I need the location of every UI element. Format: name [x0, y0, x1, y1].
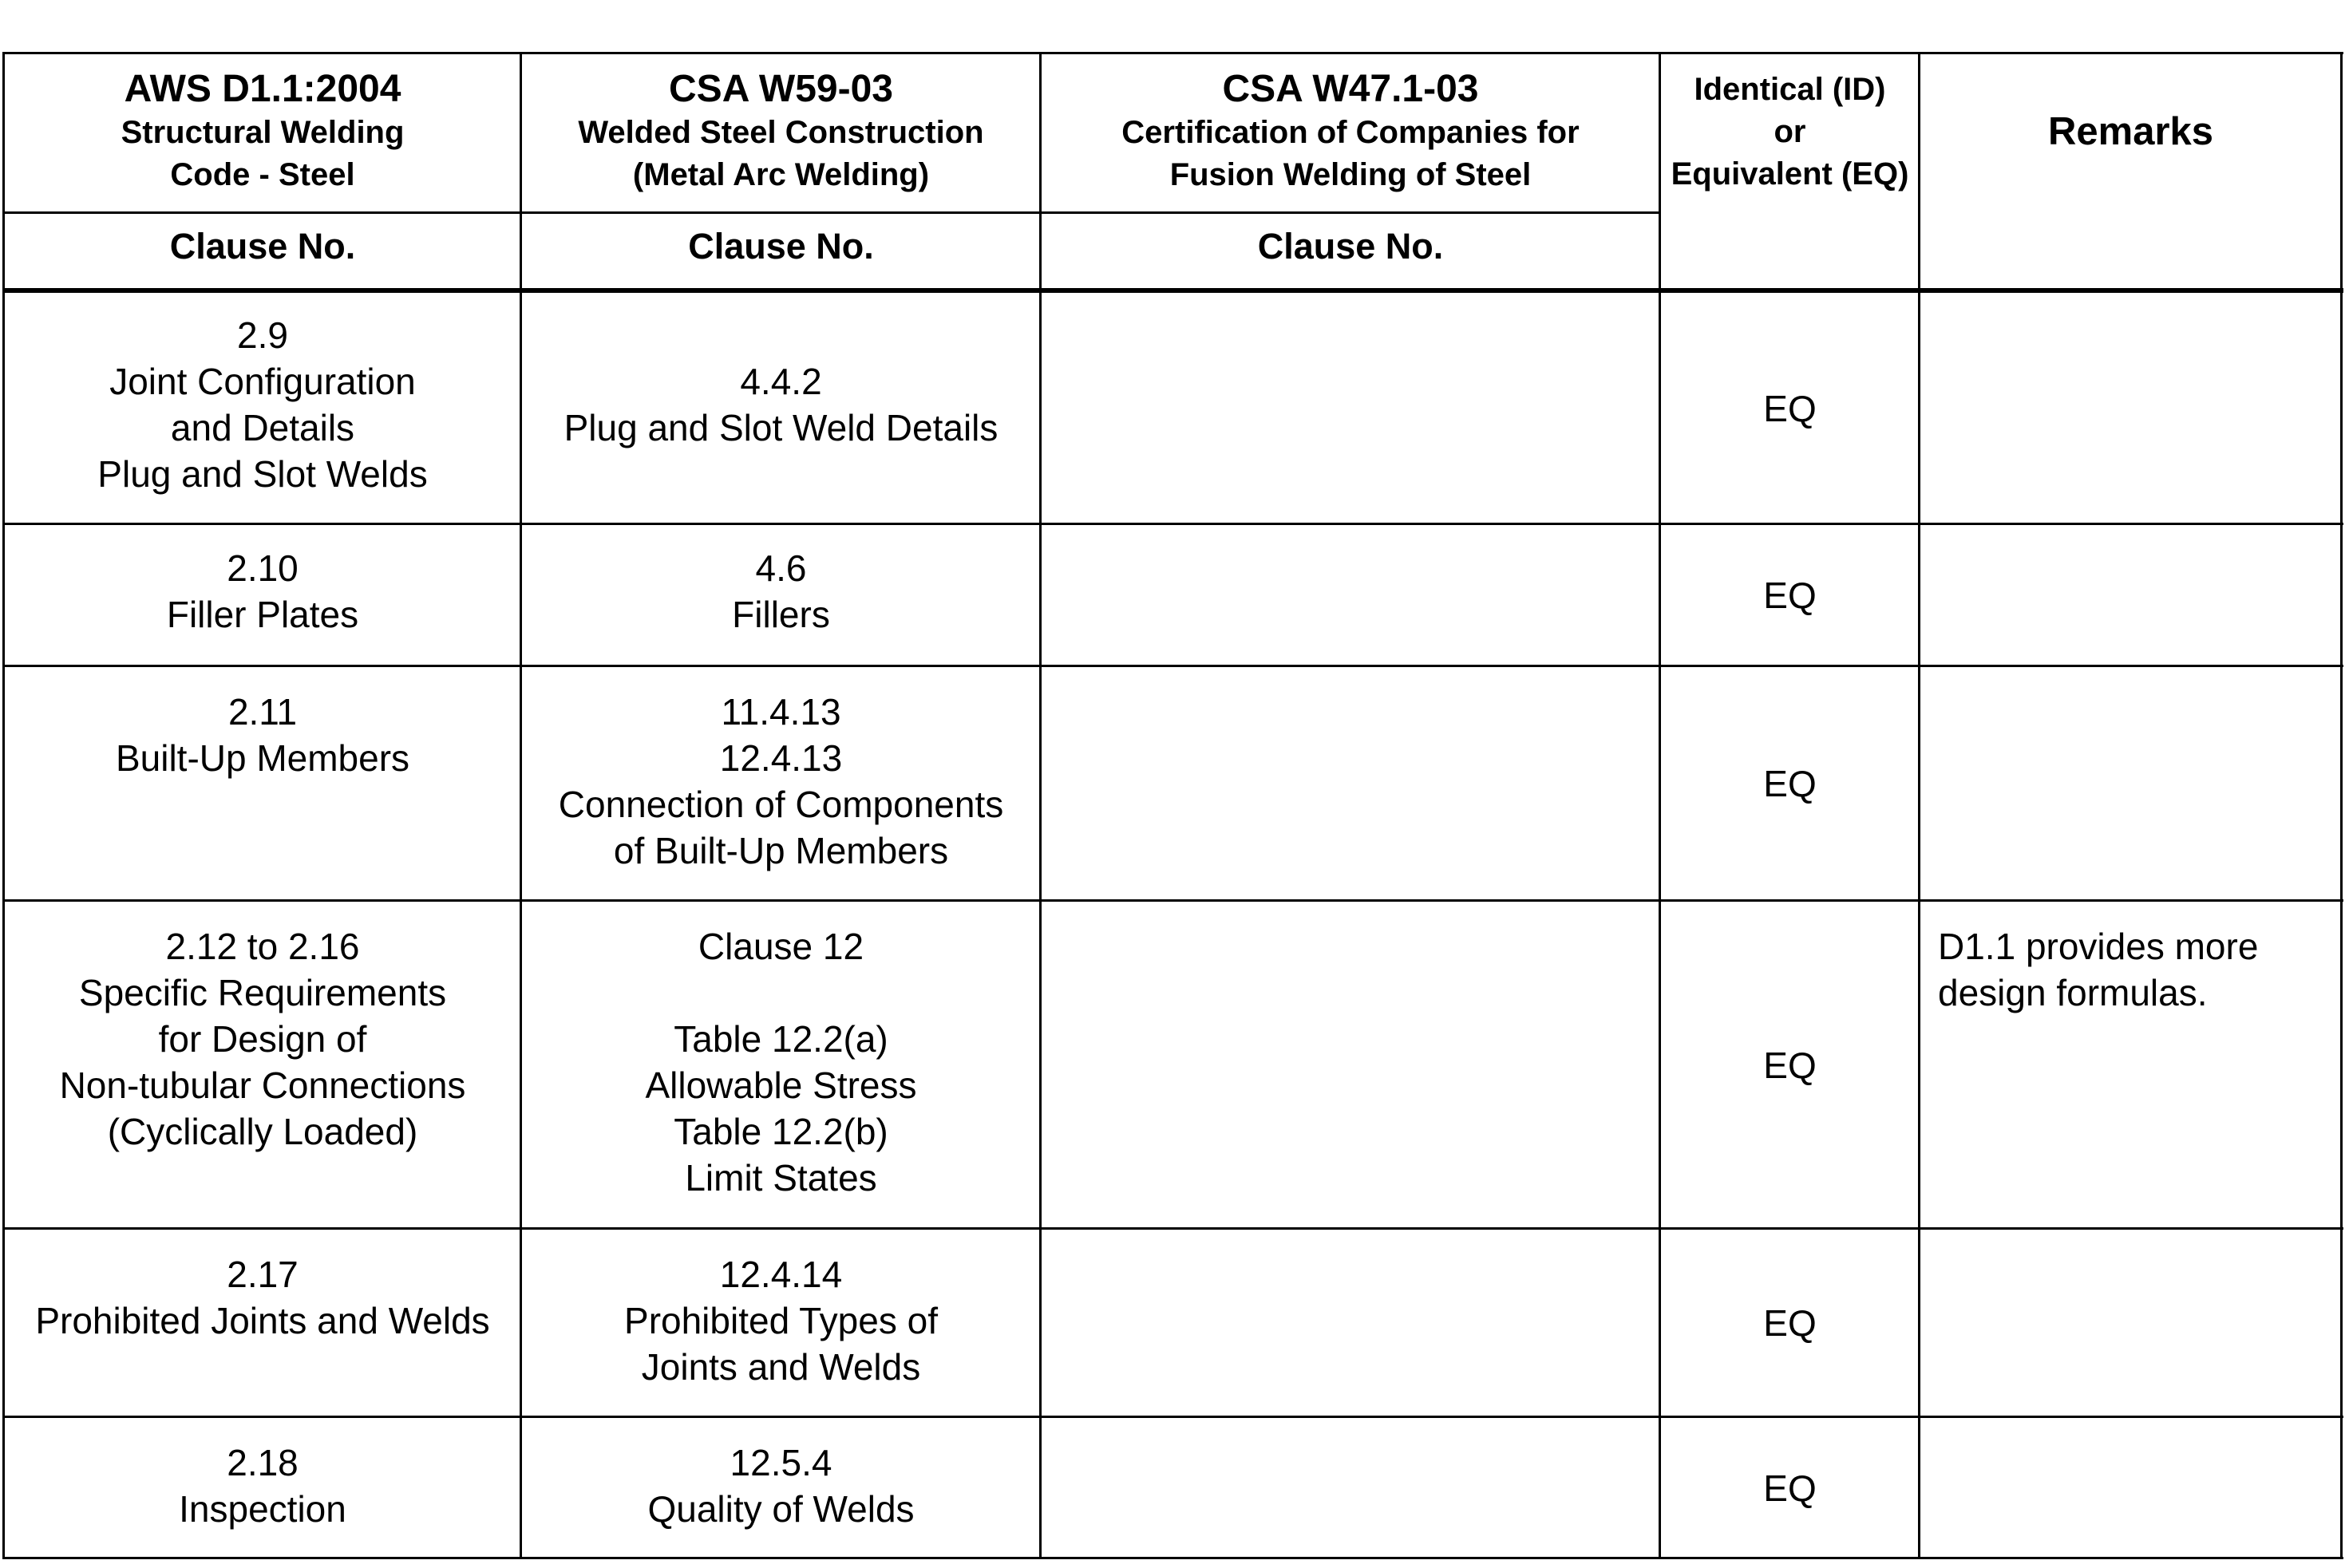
cell-line: 2.9 — [237, 314, 288, 356]
cell-line: 12.4.13 — [719, 737, 843, 779]
header-id-line: or — [1774, 114, 1806, 149]
header-id-line: Equivalent (EQ) — [1671, 156, 1909, 192]
row-divider — [3, 1227, 2343, 1230]
header-w59-title: CSA W59-03 — [669, 68, 893, 110]
row-2-w59-cell — [522, 545, 1040, 638]
cell-line: Fillers — [732, 594, 830, 635]
cell-line: 2.12 to 2.16 — [165, 926, 360, 967]
remark-line: design formulas. — [1938, 972, 2208, 1013]
cell-line: Filler Plates — [166, 594, 359, 635]
header-id-line: Identical (ID) — [1694, 72, 1886, 107]
header-remarks — [1920, 108, 2341, 156]
table-border-right — [2340, 52, 2343, 1559]
row-1-match-cell — [1661, 293, 1919, 523]
cell-line: 2.11 — [227, 691, 298, 733]
row-divider — [3, 665, 2343, 667]
cell-line: Prohibited Joints and Welds — [35, 1300, 490, 1341]
header-w47-subtitle-line: Certification of Companies for — [1121, 115, 1580, 150]
clause-no-label: Clause No. — [169, 226, 356, 267]
cell-line: Joint Configuration — [109, 361, 416, 402]
header-w47-title: CSA W47.1-03 — [1222, 68, 1479, 110]
equivalence-value: EQ — [1763, 575, 1817, 616]
cell-line: 4.4.2 — [740, 361, 822, 402]
cell-line: Plug and Slot Welds — [97, 453, 428, 495]
cell-line — [522, 970, 1040, 1016]
cell-line: 2.17 — [227, 1254, 299, 1295]
table-border-bottom — [3, 1557, 2343, 1559]
row-3-aws-cell — [5, 689, 520, 781]
row-5-w59-cell — [522, 1251, 1040, 1390]
row-3-match-cell — [1661, 667, 1919, 900]
row-3-w59-cell — [522, 689, 1040, 874]
cell-line: Built-Up Members — [115, 737, 410, 779]
row-5-aws-cell — [5, 1251, 520, 1344]
cell-line: Specific Requirements — [78, 972, 447, 1013]
cell-line: 12.5.4 — [730, 1442, 832, 1483]
cell-line: 2.18 — [227, 1442, 299, 1483]
remark-line: D1.1 provides more — [1938, 926, 2259, 967]
row-4-remarks-cell — [1938, 923, 2337, 1016]
header-remarks-title: Remarks — [2047, 110, 2214, 153]
row-1-w59-cell — [522, 312, 1040, 451]
equivalence-value: EQ — [1763, 1044, 1817, 1086]
row-6-w59-cell — [522, 1440, 1040, 1532]
cell-line: Non-tubular Connections — [59, 1064, 466, 1106]
cell-line: Plug and Slot Weld Details — [564, 407, 999, 448]
header-aws-subtitle-line: Code - Steel — [170, 157, 355, 192]
header-w47 — [1042, 67, 1659, 196]
header-bottom-thick-divider — [3, 288, 2343, 293]
row-1-aws-cell — [5, 312, 520, 497]
row-4-aws-cell — [5, 923, 520, 1155]
equivalence-value: EQ — [1763, 1467, 1817, 1509]
cell-line: Inspection — [179, 1488, 346, 1530]
equivalence-value: EQ — [1763, 763, 1817, 804]
header-w59-subtitle-line: Welded Steel Construction — [578, 115, 984, 150]
row-divider — [3, 523, 2343, 525]
equivalence-value: EQ — [1763, 387, 1817, 429]
header-w59-subtitle-line: (Metal Arc Welding) — [632, 157, 930, 192]
cell-line: Table 12.2(a) — [674, 1018, 888, 1060]
cell-line: Clause 12 — [698, 926, 864, 967]
header-subrow-divider — [3, 211, 1661, 214]
cell-line: of Built-Up Members — [613, 830, 949, 871]
cell-line — [522, 312, 1040, 358]
header-aws-subtitle-line: Structural Welding — [121, 115, 405, 150]
table-border-top — [3, 52, 2343, 54]
header-w47-clause — [1042, 224, 1659, 269]
cell-line: Quality of Welds — [647, 1488, 915, 1530]
cell-line: Limit States — [685, 1157, 877, 1199]
header-identical-equivalent — [1661, 69, 1919, 196]
cell-line: 11.4.13 — [721, 691, 841, 733]
row-2-aws-cell — [5, 545, 520, 638]
row-divider — [3, 899, 2343, 902]
clause-no-label: Clause No. — [688, 226, 874, 267]
header-w47-subtitle-line: Fusion Welding of Steel — [1169, 157, 1532, 192]
row-2-match-cell — [1661, 525, 1919, 666]
header-aws-clause — [5, 224, 520, 269]
header-aws — [5, 67, 520, 196]
cell-line: 12.4.14 — [719, 1254, 843, 1295]
row-4-w59-cell — [522, 923, 1040, 1201]
row-4-match-cell — [1661, 902, 1919, 1228]
cell-line: Allowable Stress — [645, 1064, 917, 1106]
cell-line: Joints and Welds — [641, 1346, 921, 1388]
header-w59-clause — [522, 224, 1040, 269]
header-w59 — [522, 67, 1040, 196]
cell-line: Table 12.2(b) — [674, 1111, 888, 1152]
row-6-match-cell — [1661, 1418, 1919, 1558]
row-6-aws-cell — [5, 1440, 520, 1532]
cell-line: and Details — [170, 407, 355, 448]
cell-line: Connection of Components — [558, 784, 1004, 825]
cell-line: 2.10 — [227, 547, 299, 589]
row-5-match-cell — [1661, 1230, 1919, 1416]
cell-line: (Cyclically Loaded) — [107, 1111, 418, 1152]
clause-no-label: Clause No. — [1257, 226, 1444, 267]
cell-line: Prohibited Types of — [624, 1300, 938, 1341]
cell-line: for Design of — [158, 1018, 367, 1060]
header-aws-title: AWS D1.1:2004 — [124, 68, 401, 110]
row-divider — [3, 1416, 2343, 1418]
cell-line: 4.6 — [755, 547, 807, 589]
equivalence-value: EQ — [1763, 1302, 1817, 1344]
